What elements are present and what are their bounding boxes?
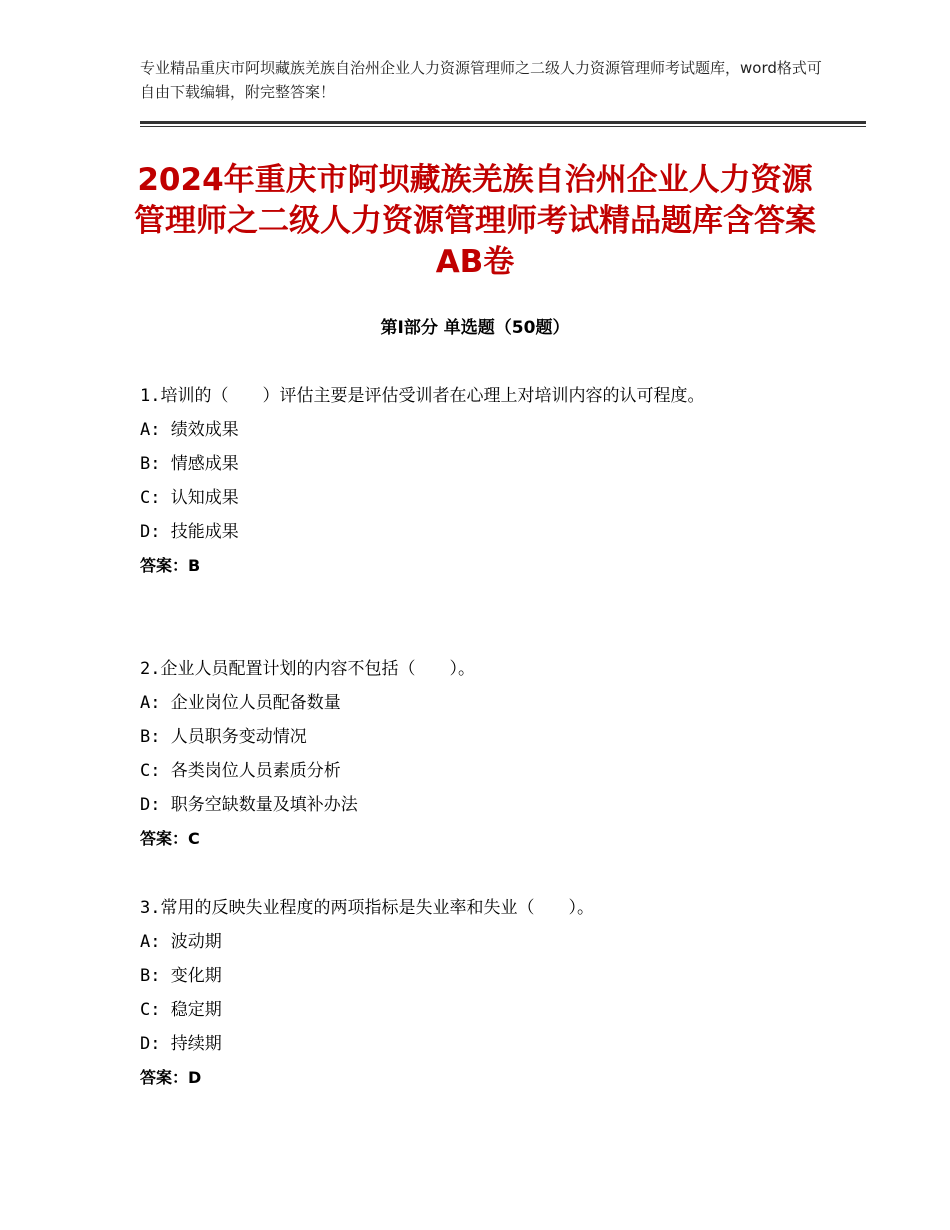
answer: 答案：C [140,829,200,848]
option-d: D: 持续期 [140,1034,222,1054]
question-1 [140,379,820,583]
option-b: B: 情感成果 [140,454,239,474]
option-a: A: 企业岗位人员配备数量 [140,693,341,713]
question-2 [140,652,820,856]
option-b: B: 变化期 [140,966,222,986]
header-divider-thin [140,126,866,127]
question-3 [140,891,820,1095]
answer: 答案：B [140,556,201,575]
document-title: 2024年重庆市阿坝藏族羌族自治州企业人力资源管理师之二级人力资源管理师考试精品题库含答案AB卷 [134,162,816,280]
option-a: A: 波动期 [140,932,222,952]
question-stem: 1.培训的（ ）评估主要是评估受训者在心理上对培训内容的认可程度。 [140,386,705,406]
option-d: D: 职务空缺数量及填补办法 [140,795,358,815]
header-divider [140,121,866,124]
option-c: C: 各类岗位人员素质分析 [140,761,341,781]
question-stem: 2.企业人员配置计划的内容不包括（ ）。 [140,659,475,679]
option-d: D: 技能成果 [140,522,239,542]
section-heading: 第Ⅰ部分 单选题（50题） [380,318,570,338]
option-c: C: 稳定期 [140,1000,222,1020]
answer: 答案：D [140,1068,202,1087]
header-note: 专业精品重庆市阿坝藏族羌族自治州企业人力资源管理师之二级人力资源管理师考试题库，word格式可自由下载编辑，附完整答案！ [140,59,822,101]
question-stem: 3.常用的反映失业程度的两项指标是失业率和失业（ ）。 [140,898,594,918]
option-a: A: 绩效成果 [140,420,239,440]
option-c: C: 认知成果 [140,488,239,508]
option-b: B: 人员职务变动情况 [140,727,307,747]
